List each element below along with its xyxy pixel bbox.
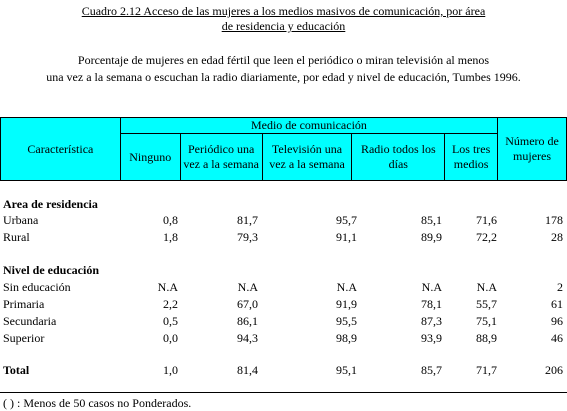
row-label: Secundaria <box>3 314 57 328</box>
table-row <box>0 262 567 278</box>
title-line-1: Cuadro 2.12 Acceso de las mujeres a los medios masivos de comunicación, por área <box>81 4 486 18</box>
header-numero-mujeres: Número de mujeres <box>498 118 567 181</box>
row-label: Primaria <box>3 297 45 311</box>
table-row <box>0 212 567 228</box>
cell-television: 91,9 <box>336 297 357 311</box>
cell-radio: 89,9 <box>421 230 442 244</box>
cell-ninguno: 0,8 <box>163 213 178 227</box>
cell-television: 95,1 <box>336 363 357 377</box>
title-line-2: de residencia y educación <box>221 19 346 33</box>
header-caracteristica: Característica <box>1 118 121 181</box>
cell-ninguno: 0,5 <box>163 314 178 328</box>
cell-ninguno: 1,0 <box>163 363 178 377</box>
table-row <box>0 196 567 212</box>
cell-television: N.A <box>336 280 357 294</box>
row-label: Sin educación <box>3 280 71 294</box>
cell-television: 95,5 <box>336 314 357 328</box>
cell-radio: 78,1 <box>421 297 442 311</box>
cell-numero: 96 <box>551 314 563 328</box>
cell-numero: 46 <box>551 331 563 345</box>
row-label: Urbana <box>3 213 39 227</box>
cell-radio: 85,7 <box>421 363 442 377</box>
cell-tres-medios: 75,1 <box>476 314 497 328</box>
cell-periodico: 67,0 <box>237 297 258 311</box>
row-label: Superior <box>3 331 45 345</box>
cell-tres-medios: 72,2 <box>476 230 497 244</box>
header-radio: Radio todos los días <box>352 134 445 181</box>
header-television: Televisión una vez a la semana <box>262 134 352 181</box>
cell-ninguno: N.A <box>157 280 178 294</box>
table-row-total <box>0 362 567 378</box>
cell-television: 95,7 <box>336 213 357 227</box>
table-row <box>0 229 567 245</box>
cell-tres-medios: 88,9 <box>476 331 497 345</box>
header-tres-medios: Los tres medios <box>445 134 498 181</box>
cell-radio: 87,3 <box>421 314 442 328</box>
table-header <box>0 117 567 181</box>
cell-periodico: N.A <box>237 280 258 294</box>
section-label: Area de residencia <box>3 197 98 211</box>
bottom-rule <box>0 392 567 393</box>
cell-periodico: 81,7 <box>237 213 258 227</box>
cell-television: 91,1 <box>336 230 357 244</box>
cell-tres-medios: 71,7 <box>476 363 497 377</box>
section-label: Nivel de educación <box>3 263 99 277</box>
cell-periodico: 79,3 <box>237 230 258 244</box>
subtitle-line-2: una vez a la semana o escuchan la radio diariamente, por edad y nivel de educación, Tumbes 1996. <box>46 70 521 84</box>
cell-ninguno: 1,8 <box>163 230 178 244</box>
table-row <box>0 330 567 346</box>
cell-radio: 85,1 <box>421 213 442 227</box>
table-row <box>0 296 567 312</box>
cell-tres-medios: 71,6 <box>476 213 497 227</box>
subtitle-line-1: Porcentaje de mujeres en edad fértil que leen el periódico o miran televisión al menos <box>77 53 490 67</box>
cell-numero: 61 <box>551 297 563 311</box>
row-label: Rural <box>3 230 30 244</box>
cell-periodico: 86,1 <box>237 314 258 328</box>
cell-tres-medios: N.A <box>476 280 497 294</box>
table-row <box>0 279 567 295</box>
cell-numero: 2 <box>557 280 563 294</box>
header-medio-comunicacion: Medio de comunicación <box>120 118 497 134</box>
header-periodico: Periódico una vez a la semana <box>180 134 262 181</box>
cell-radio: N.A <box>421 280 442 294</box>
cell-radio: 93,9 <box>421 331 442 345</box>
table-title <box>0 4 567 34</box>
total-label: Total <box>3 363 30 377</box>
cell-ninguno: 0,0 <box>163 331 178 345</box>
footnote: ( ) : Menos de 50 casos no Ponderados. <box>3 396 192 410</box>
header-ninguno: Ninguno <box>120 134 180 181</box>
table-row <box>0 313 567 329</box>
cell-numero: 206 <box>545 363 563 377</box>
cell-numero: 178 <box>545 213 563 227</box>
cell-periodico: 81,4 <box>237 363 258 377</box>
cell-numero: 28 <box>551 230 563 244</box>
cell-tres-medios: 55,7 <box>476 297 497 311</box>
cell-periodico: 94,3 <box>237 331 258 345</box>
cell-ninguno: 2,2 <box>163 297 178 311</box>
table-subtitle <box>0 52 567 86</box>
cell-television: 98,9 <box>336 331 357 345</box>
